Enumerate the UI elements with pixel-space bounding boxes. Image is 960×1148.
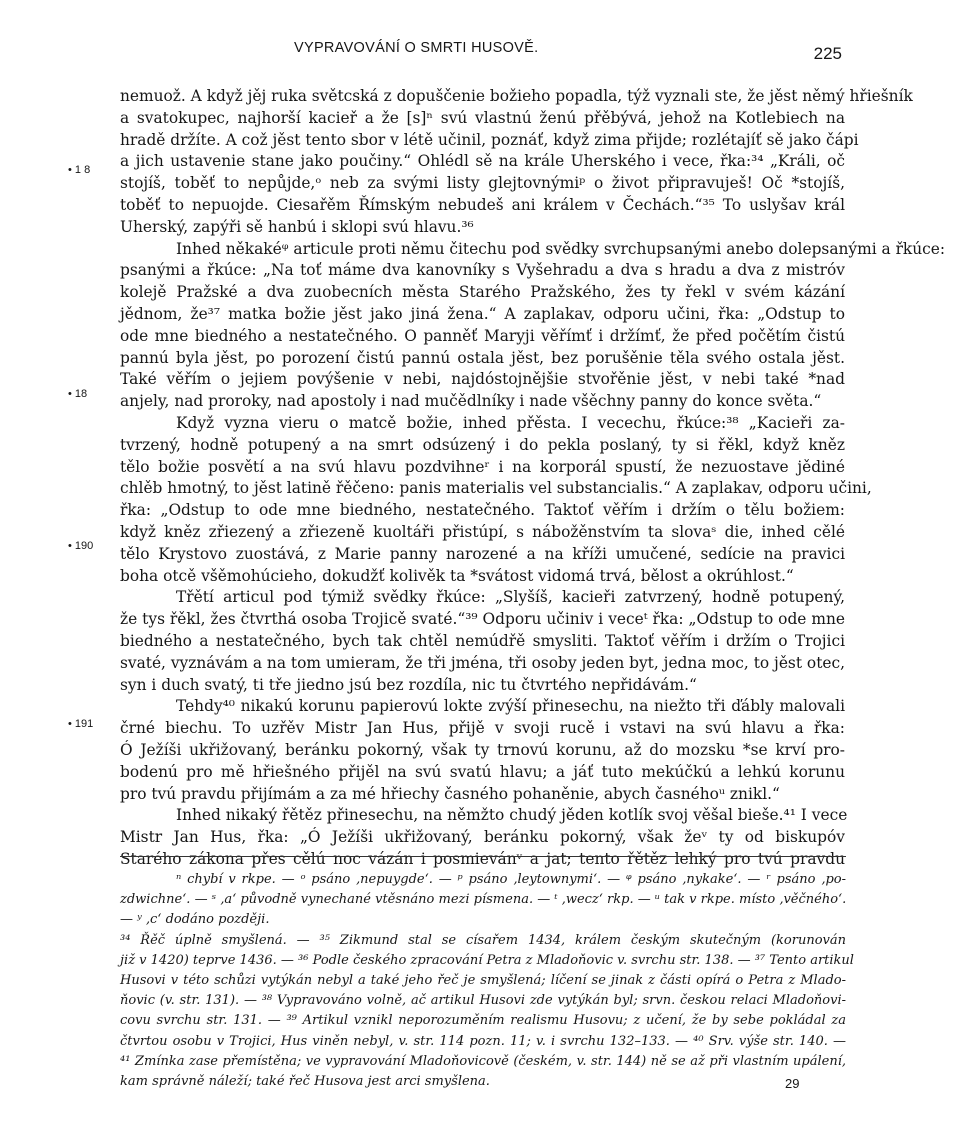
- footnote-line: [120, 1011, 846, 1031]
- text-line-content: psanými a řkúce: „Na toť máme dva kanovníky s Vyšehradu a dva s hradu a dva z mistróv: [120, 261, 845, 280]
- text-line-content: chlěb hmotný, to jěst latině řěčeno: panis materialis vel substancialis.“ A zaplakav, odporu učini,: [120, 479, 872, 498]
- footnote-line: [120, 870, 846, 890]
- main-text: [120, 86, 946, 871]
- footnote-line-content: — ʸ ‚c‘ dodáno později.: [120, 912, 270, 928]
- text-line: [120, 653, 845, 675]
- margin-mark: • 191: [68, 718, 94, 730]
- running-header-title: VYPRAVOVÁNÍ O SMRTI HUSOVĚ.: [294, 40, 539, 56]
- text-line: [120, 413, 845, 435]
- text-line: [120, 369, 845, 391]
- text-line: [120, 566, 845, 588]
- text-line-content: anjely, nad proroky, nad apostoly i nad mučědlníky i nade všěchny panny do konce světa.“: [120, 392, 822, 411]
- text-line-content: pannú byla jěst, po porození čistú pannú ostala jěst, bez porušěnie těla svého ostala jěst.: [120, 348, 845, 367]
- text-line-content: Inhed někakéᵠ articule proti němu čitechu pod svědky svrchupsanými anebo dolepsanými a řkúce:: [176, 239, 946, 258]
- text-line-content: Inhed nikaký řětěz přinesechu, na němžto chudý jěden kotlík svoj věšal bieše.⁴¹ I vece: [176, 806, 848, 825]
- page-number: 225: [813, 44, 842, 63]
- footnote-line-content: kam správně náleží; také řeč Husova jest arci smyšlena.: [120, 1073, 490, 1089]
- text-line-content: tvrzený, hodně potupený a na smrt odsúzený i do pekla poslaný, ty si řěkl, když kněz: [120, 435, 845, 454]
- text-line: [120, 696, 845, 718]
- footnote-line: [120, 1072, 846, 1092]
- text-line: [120, 304, 845, 326]
- text-line-content: a svatokupec, najhorší kacieř a že [s]ⁿ svú vlastnú ženú přěbývá, jehož na Kotlebiech na: [120, 108, 845, 127]
- text-line-content: nemuož. A když jěj ruka světcská z dopuščenie božieho popadla, týž vyznali ste, že jěst němý hřiešník: [120, 87, 913, 105]
- text-line: [120, 86, 913, 108]
- text-line-content: tělo Krystovo zuostává, z Marie panny narozené a na kříži umučené, sedície na pravici: [120, 544, 845, 563]
- text-line-content: boha otcě všěmohúcieho, dokudžť kolivěk ta *svátost vidomá trvá, bělost a okrúhlost.“: [120, 566, 794, 585]
- text-line-content: řka: „Odstup to ode mne biedného, nestatečného. Taktoť věřím i držím o tělu božiem:: [120, 501, 845, 520]
- text-line: [120, 522, 845, 544]
- text-line: [120, 500, 845, 522]
- text-line-content: Když vyzna vieru o matcě božie, inhed přěsta. I vecechu, řkúce:³⁸ „Kacieři za-: [176, 413, 845, 432]
- margin-mark: • 190: [68, 540, 94, 552]
- text-line-content: když kněz zřiezený a zřiezeně kuoltáři přistúpí, s nábožěnstvím ta slovaˢ die, inhed cělé: [120, 522, 845, 541]
- footnote-line: [120, 951, 854, 971]
- text-line: [120, 631, 845, 653]
- text-line-content: Starého zákona přes cělú noc vázán i posmievánᵛ a jat; tento řětěz lehký pro tvú pravdu: [120, 849, 845, 868]
- text-line: [120, 587, 845, 609]
- footnote-line: [120, 971, 846, 991]
- text-line-content: bodenú pro mě hřiešného přijěl na svú svatú hlavu; a jáť tuto mekúčkú a lehkú korunu: [120, 762, 845, 781]
- text-line-content: Uherský, zapýři sě hanbú i sklopi svú hlavu.³⁶: [120, 217, 474, 236]
- text-line: [120, 151, 845, 173]
- text-line: [120, 173, 845, 195]
- text-line: [120, 784, 845, 806]
- text-line: [120, 478, 872, 500]
- footnote-line-content: ⁿ chybí v rkpe. — ᵒ psáno ‚nepuygde‘. — ᵖ psáno ‚leytownymi‘. — ᵠ psáno ‚nykake‘. — ʳ psáno ‚po-: [176, 872, 846, 887]
- footnote-line: [120, 1052, 846, 1072]
- footnote-line-content: ⁴¹ Zmínka zase přemístěna; ve vypravování Mladoňovicově (českém, v. str. 144) ně se až při vlastním upálení,: [120, 1053, 846, 1069]
- text-line-content: črné biechu. To uzřěv Mistr Jan Hus, přijě v svoji rucě i vstavi na svú hlavu a řka:: [120, 719, 845, 738]
- text-line-content: tělo božie posvětí a na svú hlavu pozdvihneʳ i na korporál spustí, že nezuostave jědiné: [120, 457, 845, 476]
- text-line-content: syn i duch svatý, ti tře jiedno jsú bez rozdíla, nic tu čtvrtého nepřidávám.“: [120, 675, 697, 694]
- text-line: [120, 718, 845, 740]
- text-line: [120, 217, 845, 239]
- footnote-line: [120, 910, 846, 930]
- text-line-content: Třětí articul pod týmiž svědky řkúce: „Slyšíš, kacieři zatvrzený, hodně potupený,: [176, 588, 845, 607]
- text-line-content: Také věřím o jejiem povýšenie v nebi, najdóstojnějšie stvořěnie jěst, v nebi také *nad: [120, 370, 845, 389]
- text-line: [120, 827, 845, 849]
- text-line-content: a jich ustavenie stane jako poučiny.“ Ohlédl sě na krále Uherského i vece, řka:³⁴ „Králi, oč: [120, 152, 845, 171]
- footnote-line-content: již v 1420) teprve 1436. — ³⁶ Podle českého zpracování Petra z Mladoňovic v. svrchu str. 138. — ³⁷ Tento artikul: [120, 952, 854, 968]
- footnote-line-content: zdwichne‘. — ˢ ‚a‘ původně vynechané vtěsnáno mezi písmena. — ᵗ ‚wecz‘ rkp. — ᵘ tak v rkpe. místo ‚věčného‘.: [120, 892, 847, 908]
- text-line: [120, 348, 845, 370]
- text-line: [120, 544, 845, 566]
- footnote-separator: [120, 856, 846, 857]
- text-line-content: svaté, vyznávám a na tom umieram, že tři jména, tři osoby jeden byt, jedna moc, to jěst otec,: [120, 653, 845, 672]
- text-line: [120, 762, 845, 784]
- text-line: [120, 130, 859, 152]
- text-line-content: Mistr Jan Hus, řka: „Ó Ježíši ukřižovaný, beránku pokorný, však žeᵛ ty od biskupóv: [120, 828, 845, 847]
- text-line: [120, 108, 845, 130]
- text-line-content: hradě držíte. A což jěst tento sbor v létě učinil, poznáť, když zima přijde; rozlétajíť sě jako čápi: [120, 130, 859, 149]
- text-line-content: ode mne biedného a nestatečného. O panněť Maryji věřímť i držímť, že před počětím čistú: [120, 326, 845, 345]
- text-line-content: že tys řěkl, žes čtvrthá osoba Trojicě svaté.“³⁹ Odporu učiniv i veceᵗ řka: „Odstup to ode mne: [120, 610, 845, 629]
- footnotes: [120, 870, 854, 1092]
- text-line-content: pro tvú pravdu přijímám a za mé hřiechy časného pohaněnie, abych časnéhoᵘ znikl.“: [120, 784, 780, 803]
- footnote-line-content: ³⁴ Řěč úplně smyšlená. — ³⁵ Zikmund stal se císařem 1434, králem českým skutečným (korunován: [120, 932, 846, 948]
- text-line-content: Tehdy⁴⁰ nikakú korunu papierovú lokte zvýší přinesechu, na niežto tři ďábly malovali: [176, 697, 845, 716]
- signature-mark: 29: [785, 1076, 800, 1091]
- footnote-line-content: čtvrtou osobu v Trojici, Hus viněn nebyl, v. str. 114 pozn. 11; v. i svrchu 132–133. — ⁴⁰ Srv. výše str. 140. —: [120, 1033, 846, 1049]
- text-line-content: jědnom, že³⁷ matka božie jěst jako jiná žena.“ A zaplakav, odporu učini, řka: „Odstup to: [120, 304, 845, 323]
- text-line-content: kolejě Pražské a dva zuobecních města Starého Pražského, žes ty řekl v svém kázání: [120, 283, 845, 302]
- text-line: [120, 675, 845, 697]
- text-line: [120, 849, 845, 871]
- text-line: [120, 239, 946, 261]
- text-line-content: biedného a nestatečného, bych tak chtěl nemúdřě smysliti. Taktoť věřím i držím o Trojici: [120, 631, 845, 650]
- footnote-line-content: covu svrchu str. 131. — ³⁹ Artikul vznikl neporozuměním realismu Husovu; z učení, že by sebe pokládal za: [120, 1013, 846, 1029]
- margin-mark: • 1 8: [68, 164, 91, 176]
- text-line: [120, 457, 845, 479]
- footnote-line: [120, 991, 846, 1011]
- text-line: [120, 740, 845, 762]
- text-line-content: Ó Ježíši ukřižovaný, beránku pokorný, však ty trnovú korunu, až do mozsku *se krví pro-: [120, 740, 845, 759]
- margin-mark: • 18: [68, 388, 88, 400]
- text-line-content: toběť to nepuojde. Ciesařěm Římským nebudeš ani králem v Čechách.“³⁵ To uslyšav král: [120, 195, 845, 214]
- footnote-line: [120, 890, 846, 910]
- text-line: [120, 282, 845, 304]
- footnote-line: [120, 931, 846, 951]
- footnote-line-content: ňovic (v. str. 131). — ³⁸ Vypravováno volně, ač artikul Husovi zde vytýkán byl; srvn. českou relaci Mladoňovi-: [120, 993, 846, 1009]
- text-line: [120, 195, 845, 217]
- text-line: [120, 260, 845, 282]
- footnote-line: [120, 1032, 846, 1052]
- text-line: [120, 435, 845, 457]
- text-line: [120, 326, 845, 348]
- text-line: [120, 391, 845, 413]
- footnote-line-content: Husovi v této schůzi vytýkán nebyl a také jeho řeč je smyšlená; líčení se jinak z části opírá o Petra z Mlado-: [120, 972, 846, 988]
- text-line: [120, 805, 848, 827]
- text-line-content: stojíš, toběť to nepůjde,ᵒ neb za svými listy glejtovnýmiᵖ o život připravuješ! Oč *stojíš,: [120, 174, 845, 193]
- text-line: [120, 609, 845, 631]
